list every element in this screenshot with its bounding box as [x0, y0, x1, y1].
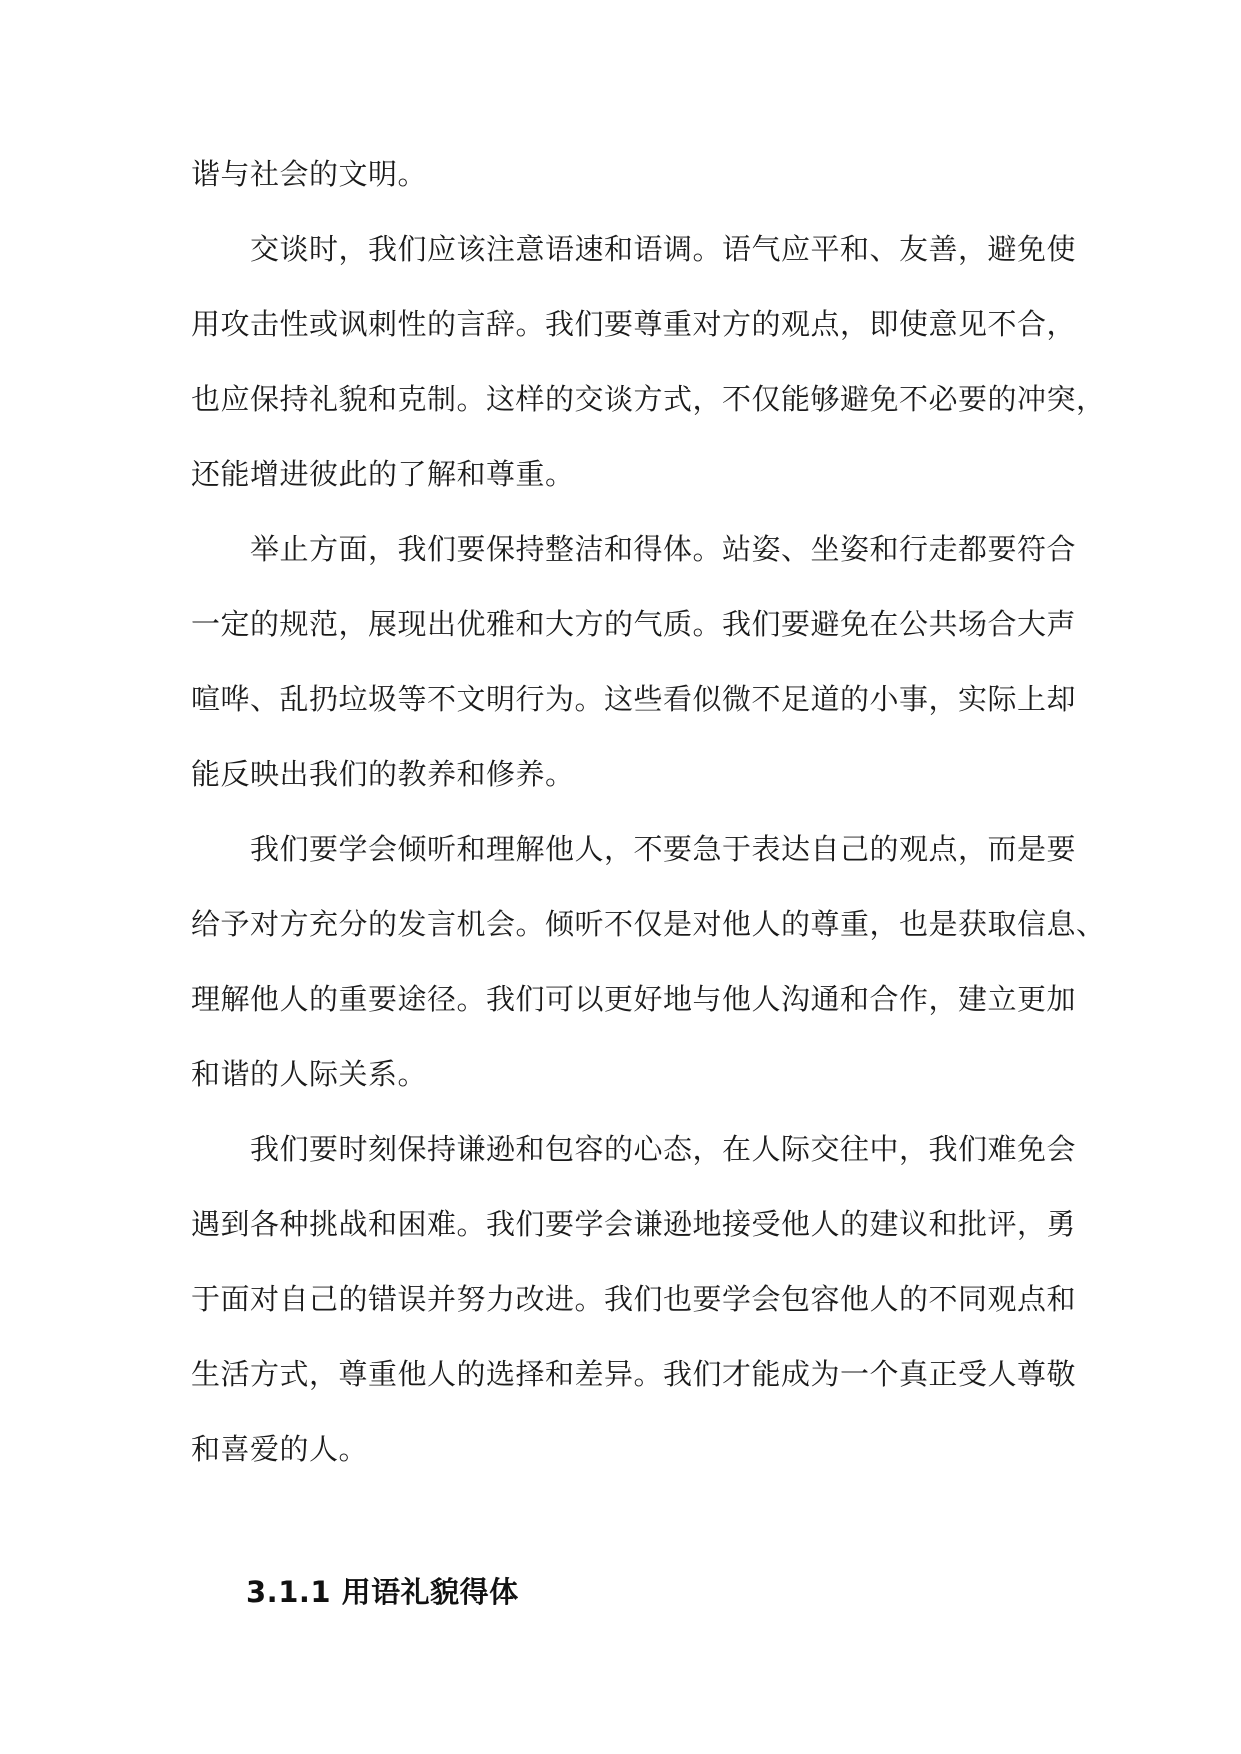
paragraph-line: 也应保持礼貌和克制。这样的交谈方式，不仅能够避免不必要的冲突， [191, 382, 1106, 416]
paragraph-line: 和喜爱的人。 [191, 1432, 369, 1466]
paragraph-line: 生活方式，尊重他人的选择和差异。我们才能成为一个真正受人尊敬 [191, 1357, 1077, 1391]
paragraph-line: 能反映出我们的教养和修养。 [191, 757, 575, 791]
paragraph-line: 和谐的人际关系。 [191, 1057, 428, 1091]
paragraph-line: 交谈时，我们应该注意语速和语调。语气应平和、友善，避免使 [250, 232, 1077, 266]
paragraph-line: 用攻击性或讽刺性的言辞。我们要尊重对方的观点，即使意见不合， [191, 307, 1077, 341]
paragraph-line: 我们要学会倾听和理解他人，不要急于表达自己的观点，而是要 [250, 832, 1077, 866]
paragraph-line: 遇到各种挑战和困难。我们要学会谦逊地接受他人的建议和批评，勇 [191, 1207, 1077, 1241]
paragraph-line: 理解他人的重要途径。我们可以更好地与他人沟通和合作，建立更加 [191, 982, 1077, 1016]
paragraph-line: 于面对自己的错误并努力改进。我们也要学会包容他人的不同观点和 [191, 1282, 1077, 1316]
section-heading: 3.1.1 用语礼貌得体 [246, 1575, 519, 1609]
paragraph-line: 还能增进彼此的了解和尊重。 [191, 457, 575, 491]
paragraph-line: 喧哗、乱扔垃圾等不文明行为。这些看似微不足道的小事，实际上却 [191, 682, 1077, 716]
paragraph-line: 谐与社会的文明。 [191, 157, 428, 191]
paragraph-line: 举止方面，我们要保持整洁和得体。站姿、坐姿和行走都要符合 [250, 532, 1077, 566]
paragraph-line: 给予对方充分的发言机会。倾听不仅是对他人的尊重，也是获取信息、 [191, 907, 1106, 941]
paragraph-line: 我们要时刻保持谦逊和包容的心态，在人际交往中，我们难免会 [250, 1132, 1077, 1166]
paragraph-line: 一定的规范，展现出优雅和大方的气质。我们要避免在公共场合大声 [191, 607, 1077, 641]
